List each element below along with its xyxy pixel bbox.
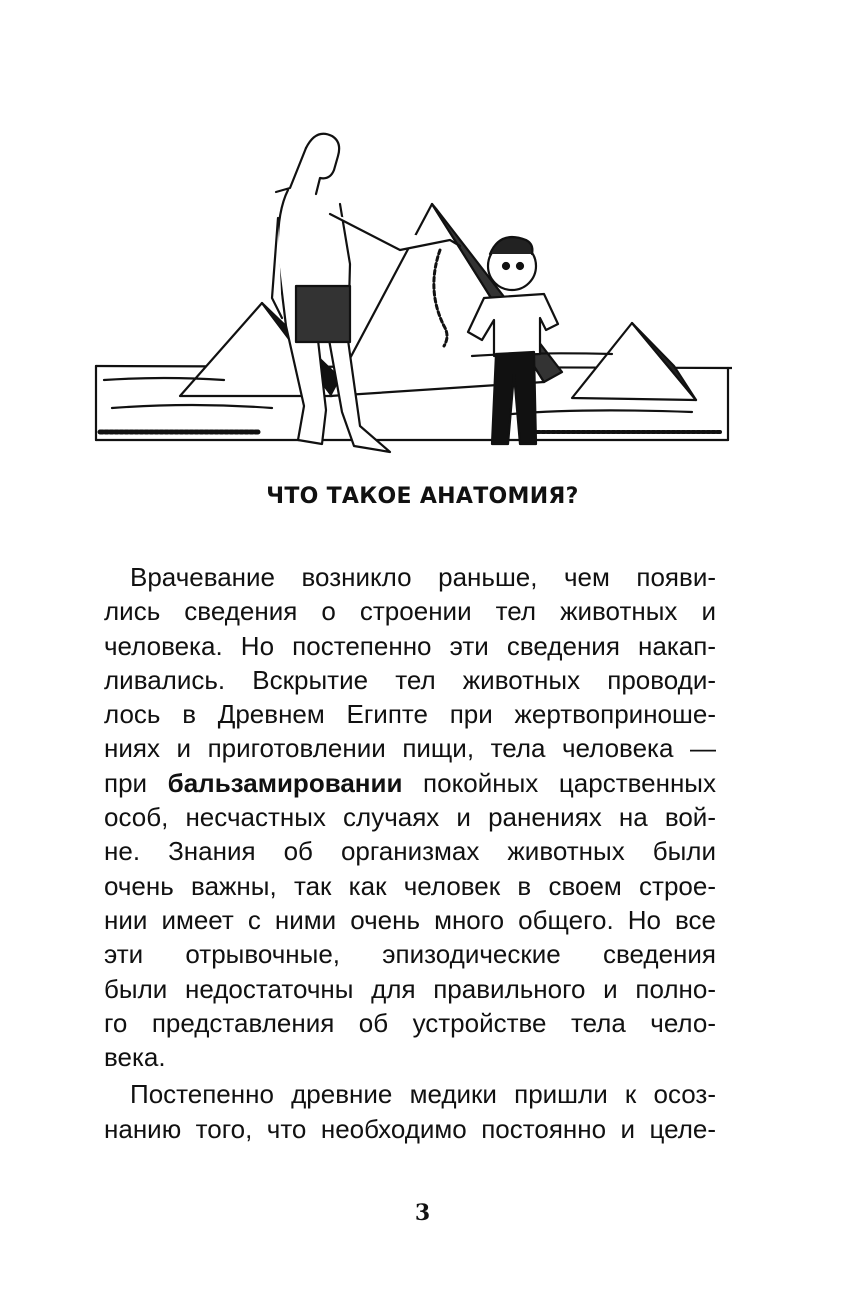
text-line: лись сведения о строении тел животных и bbox=[104, 596, 716, 627]
text-line: го представления об устройстве тела чело- bbox=[104, 1007, 716, 1038]
text-line: века. bbox=[104, 1042, 166, 1073]
text-line bbox=[104, 766, 716, 800]
page-number: 3 bbox=[414, 1200, 431, 1226]
text-line: не. Знания об организмах животных были bbox=[104, 836, 716, 867]
text-line: человека. Но постепенно эти сведения накап- bbox=[104, 630, 716, 661]
text-line: ниях и приготовлении пищи, тела человека — bbox=[104, 733, 716, 764]
text-line: ливались. Вскрытие тел животных проводи- bbox=[104, 664, 716, 695]
text-line: особ, несчастных случаях и ранениях на вой- bbox=[104, 802, 716, 833]
text-line: очень важны, так как человек в своем строе- bbox=[104, 870, 716, 901]
egyptian-pyramids-illustration bbox=[92, 118, 732, 458]
chapter-heading: ЧТО ТАКОЕ АНАТОМИЯ? bbox=[266, 484, 579, 509]
text-line: нанию того, что необходимо постоянно и целе- bbox=[104, 1113, 716, 1144]
text-line: Постепенно древние медики пришли к осоз- bbox=[130, 1079, 716, 1110]
text-line: лось в Древнем Египте при жертвоприноше- bbox=[104, 699, 716, 730]
paragraph-2 bbox=[104, 1077, 716, 1146]
text-fragment: покойных царственных bbox=[402, 767, 716, 798]
text-fragment: при bbox=[104, 767, 168, 798]
pyramid-right bbox=[572, 323, 696, 400]
paragraph-1 bbox=[104, 560, 716, 1074]
text-line: были недостаточны для правильного и полно- bbox=[104, 973, 716, 1004]
text-line: нии имеет с ними очень много общего. Но все bbox=[104, 904, 716, 935]
bold-term: бальзамировании bbox=[167, 767, 403, 798]
text-line: Врачевание возникло раньше, чем появи- bbox=[130, 562, 716, 592]
body-text bbox=[104, 560, 716, 1146]
text-line: эти отрывочные, эпизодические сведения bbox=[104, 939, 716, 970]
